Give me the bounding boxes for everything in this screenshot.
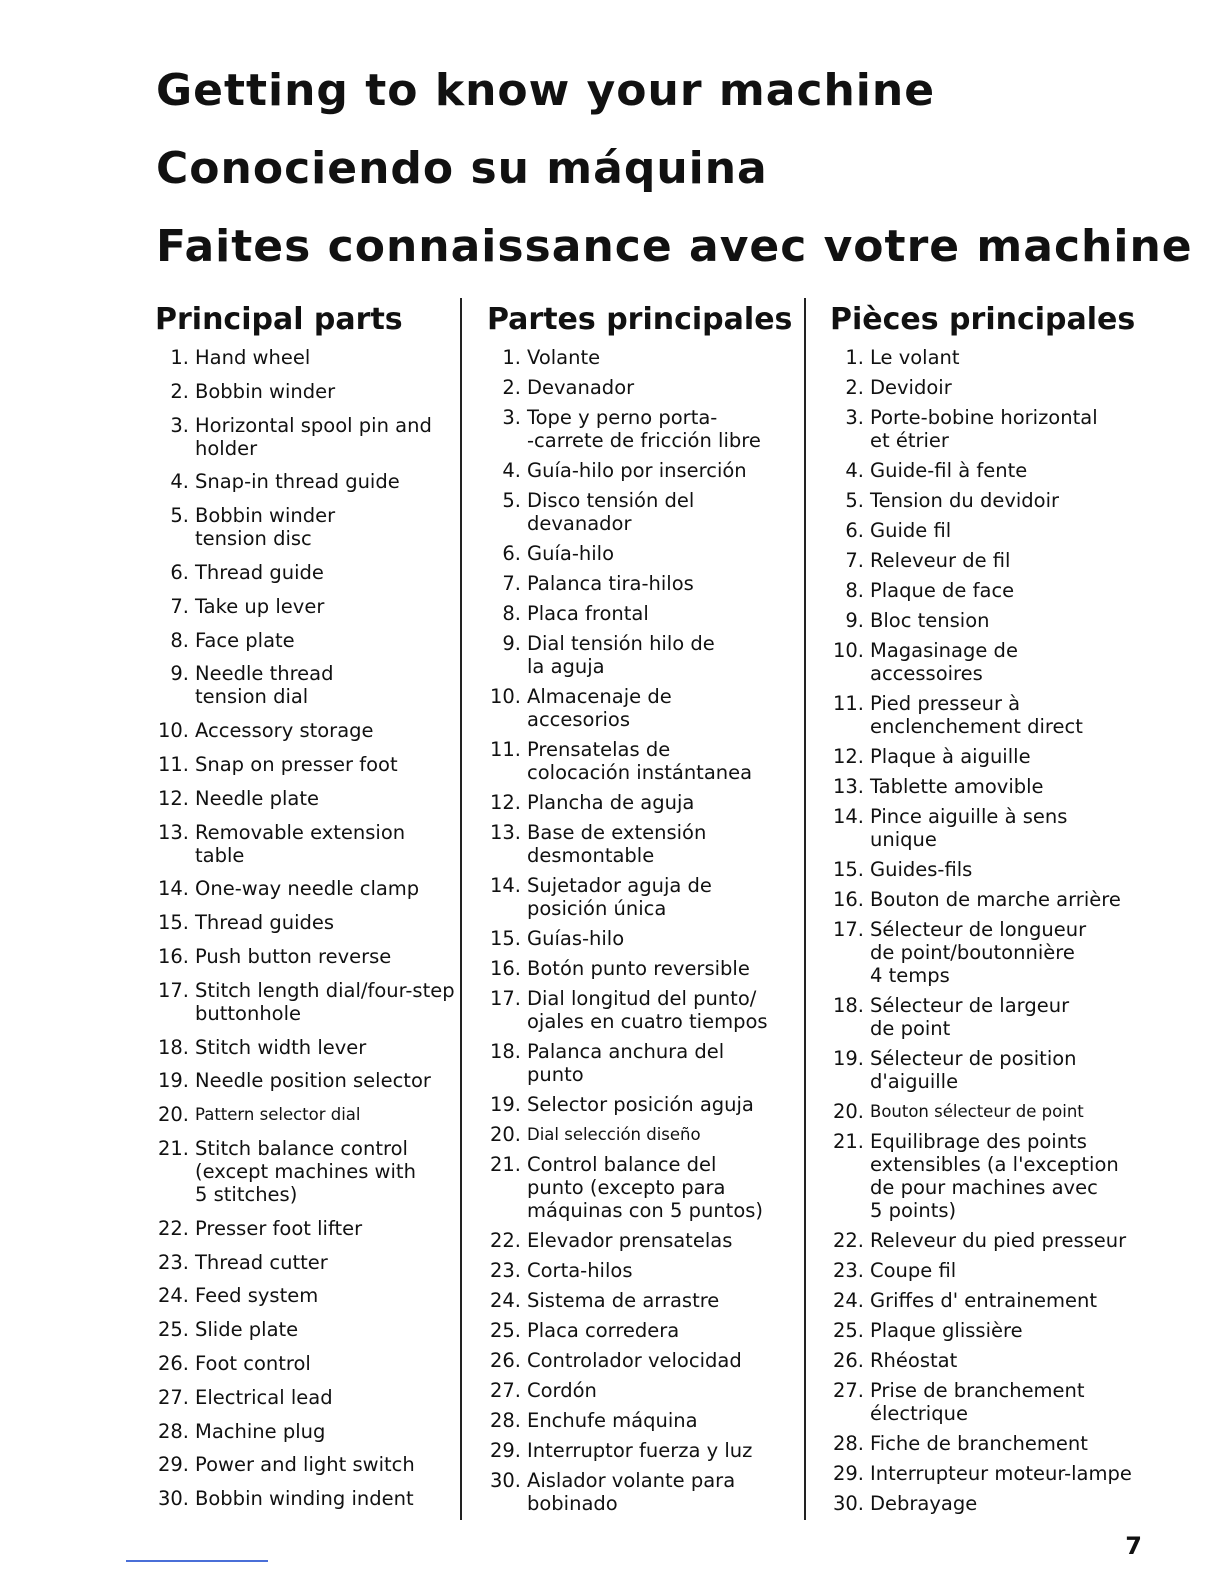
part-item — [155, 1137, 455, 1206]
part-item — [487, 1259, 797, 1282]
part-item — [487, 1439, 797, 1462]
part-label: Stitch width lever — [195, 1035, 367, 1059]
part-item — [155, 1069, 455, 1092]
part-label: Guides-fils — [870, 858, 973, 881]
part-number: 21. — [832, 1130, 864, 1153]
part-item — [487, 406, 797, 452]
part-label: Thread guides — [195, 911, 335, 935]
part-label: Elevador prensatelas — [527, 1229, 733, 1252]
part-label: Magasinage de accessoires — [870, 639, 1018, 685]
part-item — [155, 1487, 455, 1510]
part-label: Control balance del punto (excepto para máquinas con 5 puntos) — [527, 1153, 764, 1222]
part-number: 19. — [157, 1069, 189, 1093]
part-item — [155, 877, 455, 900]
part-item — [487, 1229, 797, 1252]
part-label: Bobbin winder tension disc — [195, 504, 336, 551]
part-label: Thread guide — [195, 560, 324, 584]
part-item — [155, 787, 455, 810]
part-number: 18. — [157, 1035, 189, 1059]
part-item — [155, 1420, 455, 1443]
part-number: 29. — [832, 1462, 864, 1485]
part-item — [487, 957, 797, 980]
part-label: Foot control — [195, 1351, 311, 1375]
part-number: 3. — [170, 413, 189, 437]
part-number: 27. — [489, 1379, 521, 1402]
part-number: 19. — [489, 1093, 521, 1116]
part-number: 26. — [489, 1349, 521, 1372]
column-heading: Principal parts — [155, 302, 403, 337]
part-number: 2. — [502, 376, 521, 399]
column-heading: Pièces principales — [830, 302, 1136, 337]
part-label: Almacenaje de accesorios — [527, 685, 672, 731]
part-item — [830, 1100, 1160, 1123]
part-number: 4. — [170, 470, 189, 494]
part-number: 24. — [157, 1284, 189, 1308]
part-label: Sujetador aguja de posición única — [527, 874, 712, 920]
part-label: Tablette amovible — [870, 775, 1044, 798]
part-number: 30. — [157, 1487, 189, 1511]
part-item — [830, 1492, 1160, 1515]
part-label: Porte-bobine horizontal et étrier — [870, 406, 1098, 452]
part-item — [155, 470, 455, 493]
part-number: 10. — [489, 685, 521, 708]
parts-list — [830, 346, 1160, 1515]
part-label: Enchufe máquina — [527, 1409, 698, 1432]
part-number: 12. — [157, 786, 189, 810]
part-number: 20. — [489, 1123, 521, 1146]
part-number: 14. — [832, 805, 864, 828]
part-item — [830, 1379, 1160, 1425]
part-number: 20. — [832, 1100, 864, 1123]
part-label: Bouton sélecteur de point — [870, 1102, 1084, 1121]
part-number: 19. — [832, 1047, 864, 1070]
part-label: Take up lever — [195, 594, 325, 618]
part-number: 1. — [502, 346, 521, 369]
part-item — [155, 504, 455, 550]
part-number: 9. — [502, 632, 521, 655]
part-item — [830, 745, 1160, 768]
part-label: Needle plate — [195, 786, 319, 810]
part-item — [487, 346, 797, 369]
part-number: 5. — [170, 504, 189, 528]
part-number: 26. — [832, 1349, 864, 1372]
part-number: 29. — [157, 1453, 189, 1477]
part-label: Plaque à aiguille — [870, 745, 1031, 768]
part-number: 13. — [157, 820, 189, 844]
part-label: Releveur du pied presseur — [870, 1229, 1127, 1252]
part-item — [155, 414, 455, 460]
title-french: Faites connaissance avec votre machine — [156, 221, 1193, 272]
part-label: Feed system — [195, 1284, 319, 1308]
part-label: Prise de branchement électrique — [870, 1379, 1085, 1425]
part-number: 13. — [832, 775, 864, 798]
part-label: Sélecteur de position d'aiguille — [870, 1047, 1077, 1093]
part-number: 17. — [157, 978, 189, 1002]
part-label: Tope y perno porta- -carrete de fricción libre — [527, 406, 761, 452]
part-label: Controlador velocidad — [527, 1349, 742, 1372]
part-number: 17. — [832, 918, 864, 941]
part-item — [155, 1036, 455, 1059]
part-number: 8. — [845, 579, 864, 602]
part-item — [830, 1289, 1160, 1312]
part-label: Removable extension table — [195, 820, 406, 867]
part-item — [487, 1409, 797, 1432]
part-number: 24. — [489, 1289, 521, 1312]
part-label: Push button reverse — [195, 944, 392, 968]
part-item — [830, 805, 1160, 851]
part-label: Stitch balance control (except machines with 5 stitches) — [195, 1136, 416, 1206]
part-item — [487, 376, 797, 399]
part-label: Botón punto reversible — [527, 957, 750, 980]
part-item — [155, 1217, 455, 1240]
part-item — [155, 911, 455, 934]
part-label: Accessory storage — [195, 719, 374, 743]
part-label: Dial tensión hilo de la aguja — [527, 632, 715, 678]
part-item — [830, 406, 1160, 452]
part-label: Bloc tension — [870, 609, 990, 632]
part-number: 14. — [157, 877, 189, 901]
part-label: Sélecteur de largeur de point — [870, 994, 1070, 1040]
part-label: Pied presseur à enclenchement direct — [870, 692, 1083, 738]
part-number: 15. — [832, 858, 864, 881]
part-number: 2. — [170, 379, 189, 403]
part-item — [155, 821, 455, 867]
part-number: 3. — [502, 406, 521, 429]
part-item — [487, 821, 797, 867]
part-item — [830, 1319, 1160, 1342]
part-item — [155, 1352, 455, 1375]
part-item — [155, 629, 455, 652]
part-number: 25. — [157, 1318, 189, 1342]
english-parts-column — [155, 300, 455, 1521]
part-item — [155, 1251, 455, 1274]
part-number: 9. — [845, 609, 864, 632]
part-label: Thread cutter — [195, 1250, 328, 1274]
part-item — [487, 1319, 797, 1342]
part-item — [830, 346, 1160, 369]
footer-rule — [126, 1560, 268, 1562]
part-number: 10. — [832, 639, 864, 662]
part-item — [830, 519, 1160, 542]
part-item — [830, 609, 1160, 632]
part-label: Machine plug — [195, 1419, 326, 1443]
page-number: 7 — [1125, 1532, 1142, 1560]
part-number: 2. — [845, 376, 864, 399]
part-item — [155, 753, 455, 776]
part-number: 23. — [489, 1259, 521, 1282]
part-number: 6. — [845, 519, 864, 542]
part-item — [830, 549, 1160, 572]
part-label: Guía-hilo — [527, 542, 614, 565]
part-label: Interruptor fuerza y luz — [527, 1439, 753, 1462]
part-item — [830, 1349, 1160, 1372]
part-label: Guide-fil à fente — [870, 459, 1028, 482]
part-item — [830, 888, 1160, 911]
part-number: 21. — [489, 1153, 521, 1176]
part-label: Snap-in thread guide — [195, 470, 400, 494]
part-label: Power and light switch — [195, 1453, 415, 1477]
part-label: Electrical lead — [195, 1385, 333, 1409]
part-item — [830, 1432, 1160, 1455]
part-label: Sistema de arrastre — [527, 1289, 720, 1312]
part-number: 11. — [157, 752, 189, 776]
part-number: 26. — [157, 1351, 189, 1375]
part-number: 7. — [845, 549, 864, 572]
part-label: One-way needle clamp — [195, 877, 420, 901]
parts-list — [155, 346, 455, 1510]
part-item — [155, 346, 455, 369]
part-item — [487, 738, 797, 784]
part-number: 1. — [845, 346, 864, 369]
part-label: Snap on presser foot — [195, 752, 398, 776]
part-number: 12. — [832, 745, 864, 768]
part-item — [155, 719, 455, 742]
part-item — [487, 1040, 797, 1086]
part-label: Tension du devidoir — [870, 489, 1060, 512]
part-item — [155, 1318, 455, 1341]
part-number: 8. — [170, 628, 189, 652]
part-label: Fiche de branchement — [870, 1432, 1088, 1455]
part-item — [830, 376, 1160, 399]
part-label: Face plate — [195, 628, 295, 652]
part-label: Releveur de fil — [870, 549, 1011, 572]
part-number: 6. — [502, 542, 521, 565]
part-item — [155, 561, 455, 584]
part-item — [487, 874, 797, 920]
part-item — [155, 595, 455, 618]
part-number: 10. — [157, 719, 189, 743]
part-label: Griffes d' entrainement — [870, 1289, 1098, 1312]
part-label: Bobbin winder — [195, 379, 336, 403]
part-number: 17. — [489, 987, 521, 1010]
part-number: 16. — [489, 957, 521, 980]
part-item — [155, 1284, 455, 1307]
part-number: 5. — [845, 489, 864, 512]
part-label: Placa corredera — [527, 1319, 680, 1342]
part-label: Dial longitud del punto/ ojales en cuatro tiempos — [527, 987, 768, 1033]
part-item — [487, 1153, 797, 1222]
part-label: Devanador — [527, 376, 635, 399]
part-number: 27. — [157, 1385, 189, 1409]
part-number: 30. — [832, 1492, 864, 1515]
part-item — [155, 662, 455, 708]
part-number: 15. — [157, 911, 189, 935]
part-number: 9. — [170, 662, 189, 686]
part-label: Prensatelas de colocación instántanea — [527, 738, 753, 784]
spanish-parts-column — [487, 300, 797, 1522]
part-label: Disco tensión del devanador — [527, 489, 695, 535]
part-number: 28. — [157, 1419, 189, 1443]
part-number: 7. — [170, 594, 189, 618]
part-item — [487, 572, 797, 595]
part-item — [487, 489, 797, 535]
title-english: Getting to know your machine — [156, 65, 936, 116]
part-number: 8. — [502, 602, 521, 625]
part-label: Corta-hilos — [527, 1259, 633, 1282]
part-number: 29. — [489, 1439, 521, 1462]
part-number: 4. — [845, 459, 864, 482]
part-number: 21. — [157, 1136, 189, 1160]
part-label: Placa frontal — [527, 602, 649, 625]
part-number: 18. — [489, 1040, 521, 1063]
part-item — [487, 542, 797, 565]
part-number: 30. — [489, 1469, 521, 1492]
part-number: 13. — [489, 821, 521, 844]
part-item — [487, 1289, 797, 1312]
part-label: Slide plate — [195, 1318, 299, 1342]
part-number: 22. — [489, 1229, 521, 1252]
part-item — [830, 994, 1160, 1040]
part-item — [155, 1103, 455, 1126]
part-label: Le volant — [870, 346, 960, 369]
part-label: Bouton de marche arrière — [870, 888, 1121, 911]
part-number: 28. — [489, 1409, 521, 1432]
part-item — [487, 1123, 797, 1146]
part-item — [487, 1469, 797, 1515]
part-item — [487, 685, 797, 731]
part-number: 22. — [157, 1216, 189, 1240]
part-number: 11. — [489, 738, 521, 761]
part-item — [487, 987, 797, 1033]
part-item — [830, 1229, 1160, 1252]
part-number: 27. — [832, 1379, 864, 1402]
part-number: 1. — [170, 346, 189, 369]
part-number: 22. — [832, 1229, 864, 1252]
part-item — [830, 639, 1160, 685]
part-label: Needle position selector — [195, 1069, 431, 1093]
part-label: Guía-hilo por inserción — [527, 459, 747, 482]
part-item — [487, 1093, 797, 1116]
part-label: Presser foot lifter — [195, 1216, 363, 1240]
part-item — [830, 858, 1160, 881]
part-item — [830, 918, 1160, 987]
part-item — [487, 927, 797, 950]
part-label: Bobbin winding indent — [195, 1487, 414, 1511]
part-number: 16. — [157, 944, 189, 968]
title-spanish: Conociendo su máquina — [156, 143, 768, 194]
part-label: Aislador volante para bobinado — [527, 1469, 736, 1515]
column-divider — [804, 298, 806, 1520]
part-number: 25. — [489, 1319, 521, 1342]
part-label: Selector posición aguja — [527, 1093, 754, 1116]
part-number: 25. — [832, 1319, 864, 1342]
part-item — [830, 1259, 1160, 1282]
part-item — [487, 602, 797, 625]
part-label: Pince aiguille à sens unique — [870, 805, 1068, 851]
page-titles — [156, 52, 1193, 286]
part-number: 24. — [832, 1289, 864, 1312]
part-item — [155, 380, 455, 403]
part-label: Stitch length dial/four-step buttonhole — [195, 978, 455, 1025]
french-parts-column — [830, 300, 1160, 1522]
part-number: 11. — [832, 692, 864, 715]
part-label: Devidoir — [870, 376, 952, 399]
part-label: Plaque glissière — [870, 1319, 1023, 1342]
part-label: Pattern selector dial — [195, 1105, 361, 1125]
part-label: Sélecteur de longueur de point/boutonnière 4 temps — [870, 918, 1087, 987]
part-item — [487, 1349, 797, 1372]
part-number: 6. — [170, 560, 189, 584]
part-number: 28. — [832, 1432, 864, 1455]
column-divider — [460, 298, 462, 1520]
part-label: Needle thread tension dial — [195, 662, 334, 709]
part-item — [830, 692, 1160, 738]
part-item — [155, 1386, 455, 1409]
part-label: Horizontal spool pin and holder — [195, 413, 432, 460]
part-item — [487, 1379, 797, 1402]
part-number: 16. — [832, 888, 864, 911]
part-item — [830, 489, 1160, 512]
part-item — [830, 775, 1160, 798]
part-label: Coupe fil — [870, 1259, 957, 1282]
part-label: Base de extensión desmontable — [527, 821, 707, 867]
part-number: 15. — [489, 927, 521, 950]
part-item — [487, 791, 797, 814]
part-label: Cordón — [527, 1379, 597, 1402]
part-label: Debrayage — [870, 1492, 978, 1515]
part-item — [155, 1453, 455, 1476]
part-item — [155, 979, 455, 1025]
part-item — [155, 945, 455, 968]
part-item — [830, 1047, 1160, 1093]
part-item — [487, 632, 797, 678]
part-item — [830, 459, 1160, 482]
part-number: 3. — [845, 406, 864, 429]
part-label: Plaque de face — [870, 579, 1015, 602]
part-label: Hand wheel — [195, 346, 311, 369]
part-label: Dial selección diseño — [527, 1125, 701, 1144]
part-label: Palanca anchura del punto — [527, 1040, 725, 1086]
part-item — [830, 1462, 1160, 1485]
part-label: Plancha de aguja — [527, 791, 695, 814]
part-item — [487, 459, 797, 482]
part-label: Rhéostat — [870, 1349, 958, 1372]
part-label: Equilibrage des points extensibles (a l'exception de pour machines avec 5 points) — [870, 1130, 1119, 1222]
part-label: Interrupteur moteur-lampe — [870, 1462, 1132, 1485]
part-number: 5. — [502, 489, 521, 512]
part-number: 7. — [502, 572, 521, 595]
part-number: 23. — [157, 1250, 189, 1274]
parts-list — [487, 346, 797, 1515]
part-item — [830, 579, 1160, 602]
part-label: Palanca tira-hilos — [527, 572, 694, 595]
part-label: Guide fil — [870, 519, 952, 542]
part-number: 14. — [489, 874, 521, 897]
part-number: 20. — [157, 1103, 189, 1127]
part-number: 12. — [489, 791, 521, 814]
part-label: Guías-hilo — [527, 927, 625, 950]
part-number: 18. — [832, 994, 864, 1017]
part-number: 4. — [502, 459, 521, 482]
part-number: 23. — [832, 1259, 864, 1282]
part-item — [830, 1130, 1160, 1222]
part-label: Volante — [527, 346, 601, 369]
column-heading: Partes principales — [487, 302, 793, 337]
